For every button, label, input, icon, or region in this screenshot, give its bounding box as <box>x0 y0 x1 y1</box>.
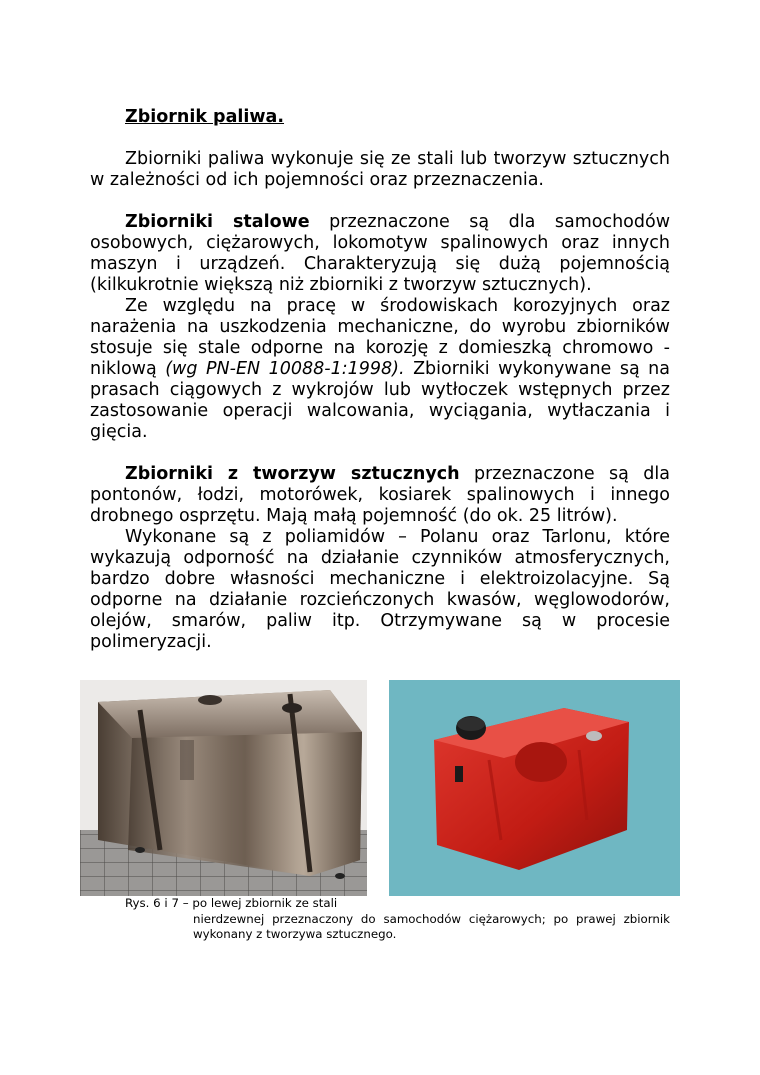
plastic-term: Zbiorniki z tworzyw sztucznych <box>125 464 460 484</box>
caption-rest: nierdzewnej przeznaczony do samochodów ciężarowych; po prawej zbiornik wykonany z tworzywa sztucznego. <box>193 911 670 941</box>
intro-paragraph: Zbiorniki paliwa wykonuje się ze stali lub tworzyw sztucznych w zależności od ich pojemności oraz przeznaczenia. <box>90 149 670 190</box>
plastic-paragraph-1 <box>90 464 670 527</box>
steel-p2-start: Ze względu na pracę w środowiskach korozyjnych oraz narażenia na uszkodzenia mechaniczne, do wyrobu zbiorników stosuje się stale odporne na korozję z domieszką chromowo - niklową <box>90 296 670 379</box>
steel-p2-end: Zbiorniki wykonywane są na prasach ciągowych z wykrojów lub wytłoczek wstępnych przez zastosowanie operacji walcowania, wyciągania, wytłaczania i gięcia. <box>90 359 670 442</box>
figure-caption <box>125 896 670 943</box>
section-heading: Zbiornik paliwa. <box>125 107 285 127</box>
steel-term: Zbiorniki stalowe <box>125 212 310 232</box>
steel-paragraph-2 <box>90 296 670 443</box>
plastic-paragraph-2: Wykonane są z poliamidów – Polanu oraz Tarlonu, które wykazują odporność na działanie czynników atmosferycznych, bardzo dobre własności mechaniczne i elektroizolacyjne. Są odporne na działanie rozcieńczonych kwasów, węglowodorów, olejów, smarów, paliw itp. Otrzymywane są w procesie polimeryzacji. <box>90 527 670 652</box>
steel-tank-photo <box>80 680 367 896</box>
standard-reference: (wg PN-EN 10088-1:1998). <box>165 359 405 379</box>
steel-paragraph-1 <box>90 212 670 296</box>
plastic-p1-text: przeznaczone są dla pontonów, łodzi, motorówek, kosiarek spalinowych i innego drobnego osprzętu. Mają małą pojemność (do ok. 25 litrów). <box>90 464 670 526</box>
plastic-tank-photo <box>389 680 680 896</box>
body-text <box>90 149 670 653</box>
caption-line-1: Rys. 6 i 7 – po lewej zbiornik ze stali <box>125 896 338 910</box>
steel-p1-text: przeznaczone są dla samochodów osobowych, ciężarowych, lokomotyw spalinowych oraz innych maszyn i urządzeń. Charakteryzują się dużą pojemnością (kilkukrotnie większą niż zbiorniki z tworzyw sztucznych). <box>90 212 671 295</box>
